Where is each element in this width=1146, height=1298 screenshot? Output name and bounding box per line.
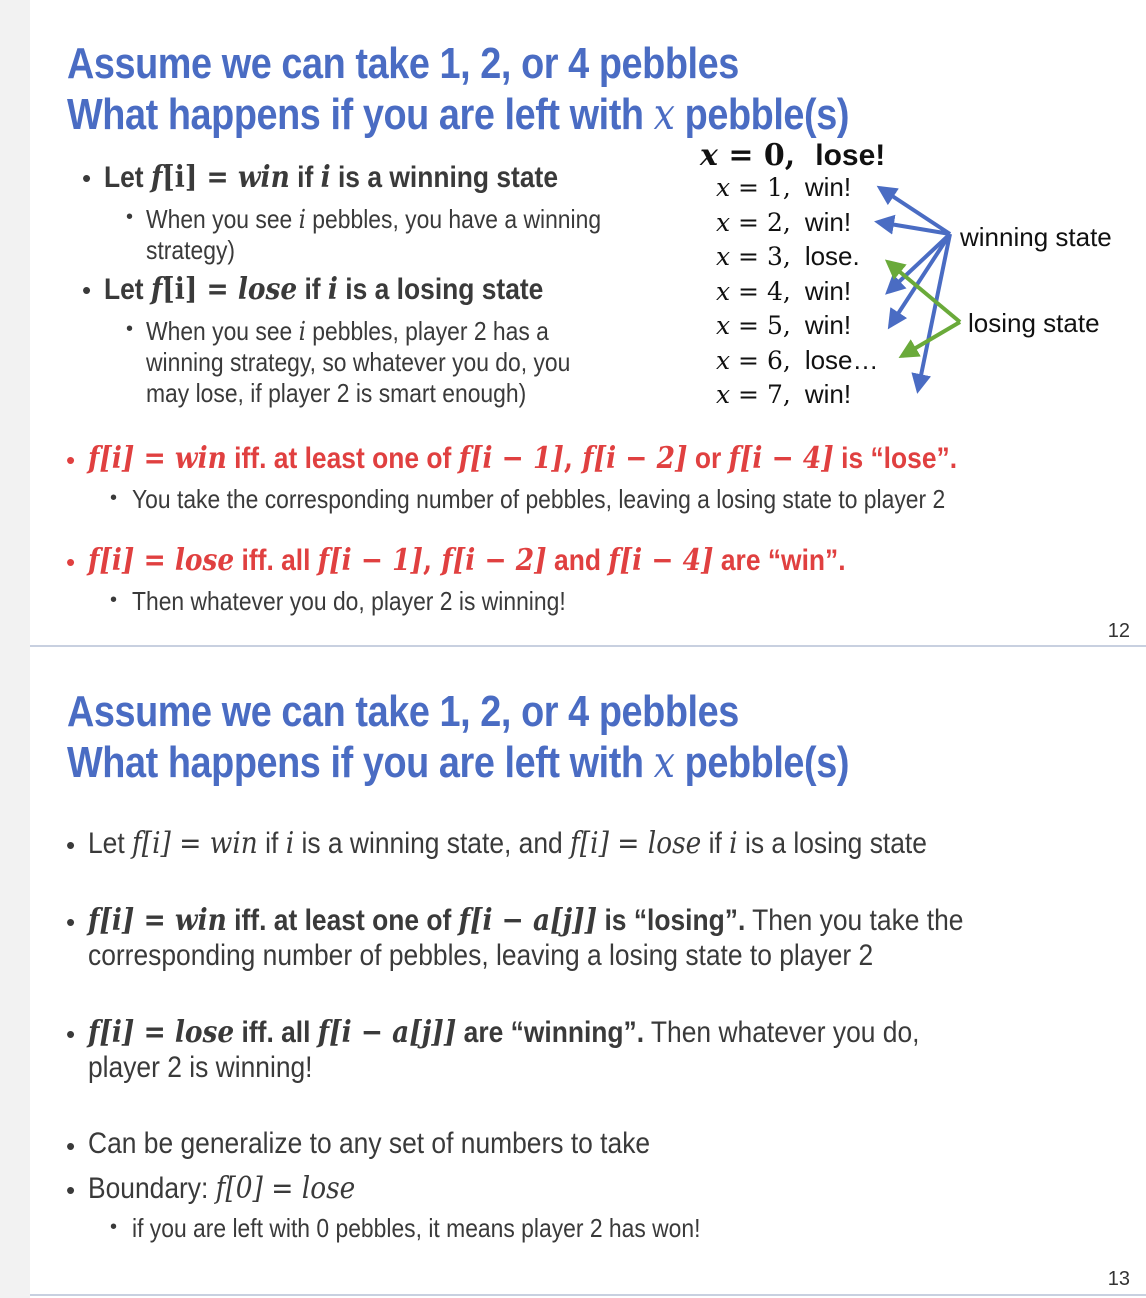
boundary-explanation: if you are left with 0 pebbles, it means player 2 has won! xyxy=(132,1213,701,1243)
general-win-condition-line2: corresponding number of pebbles, leaving a losing state to player 2 xyxy=(88,939,874,972)
bullet-dot: • xyxy=(66,1019,76,1049)
state-result: win! xyxy=(804,172,852,202)
bullet-dot: • xyxy=(82,163,92,193)
sub-bullet-dot: • xyxy=(110,487,118,509)
bullet-dot: • xyxy=(66,1131,76,1161)
slide-13 xyxy=(30,648,1146,1294)
state-var: x xyxy=(716,311,731,340)
bullet-win-definition: Let f[i] = win if i is a winning state xyxy=(104,160,559,195)
state-value: = 3, xyxy=(730,242,791,271)
state-var: x xyxy=(716,380,731,409)
slide-separator xyxy=(30,1294,1146,1296)
state-result: lose. xyxy=(804,241,860,271)
left-margin xyxy=(0,0,30,1298)
losing-state-label: losing state xyxy=(968,308,1100,338)
sub-win-line2: strategy) xyxy=(146,235,236,265)
sub-bullet-dot: • xyxy=(126,206,134,228)
state-var: x xyxy=(716,345,731,375)
state-var: x xyxy=(716,276,731,306)
state-result: win! xyxy=(804,206,852,237)
slide-12 xyxy=(30,0,1146,646)
state-var: x xyxy=(716,173,731,202)
definition-bullet: Let f[i] = win if i is a winning state, and f[i] = lose if i is a losing state xyxy=(88,826,927,861)
bullet-dot: • xyxy=(66,1175,76,1205)
state-value: = 4, xyxy=(730,276,791,306)
page-number: 12 xyxy=(1107,620,1130,642)
state-value: = 1, xyxy=(730,173,791,202)
lose-condition-explanation: Then whatever you do, player 2 is winning! xyxy=(132,586,566,616)
sub-lose-line2: winning strategy, so whatever you do, you xyxy=(146,347,571,377)
slide-title-line2: What happens if you are left with x pebble(s) xyxy=(67,737,849,788)
sub-bullet-dot: • xyxy=(110,589,118,611)
bullet-dot: • xyxy=(66,830,76,860)
state-value: = 2, xyxy=(730,207,791,237)
lose-condition: f[i] = lose iff. all f[i − 1], f[i − 2] and f[i − 4] are “win”. xyxy=(88,543,846,578)
bullet-dot: • xyxy=(82,275,92,305)
general-win-condition: f[i] = win iff. at least one of f[i − a[j]] is “losing”. Then you take the xyxy=(88,903,964,938)
state-row-0: x = 0, lose! xyxy=(700,138,886,173)
generalize-bullet: Can be generalize to any set of numbers to take xyxy=(88,1127,651,1160)
sub-lose-line1: When you see i pebbles, player 2 has a xyxy=(146,316,549,347)
winning-arrows xyxy=(878,188,950,390)
state-value: = 5, xyxy=(730,311,791,340)
sub-bullet-dot: • xyxy=(110,1216,118,1238)
slide-title-line1: Assume we can take 1, 2, or 4 pebbles xyxy=(67,39,739,88)
state-value: = 7, xyxy=(730,380,791,409)
sub-lose-line3: may lose, if player 2 is smart enough) xyxy=(146,378,527,408)
state-value: = 6, xyxy=(730,345,791,375)
sub-win-line1: When you see i pebbles, you have a winning xyxy=(146,204,602,235)
slide-title-line2: What happens if you are left with x pebble(s) xyxy=(67,89,849,140)
bullet-lose-definition: Let f[i] = lose if i is a losing state xyxy=(104,272,544,307)
state-result: win! xyxy=(804,310,852,340)
winning-state-label: winning state xyxy=(960,222,1112,252)
slide-title-line1: Assume we can take 1, 2, or 4 pebbles xyxy=(67,687,739,736)
bullet-dot: • xyxy=(66,445,76,475)
win-condition: f[i] = win iff. at least one of f[i − 1], f[i − 2] or f[i − 4] is “lose”. xyxy=(88,441,958,476)
bullet-dot: • xyxy=(66,547,76,577)
state-var: x xyxy=(716,207,731,237)
state-result: lose… xyxy=(804,344,879,375)
boundary-bullet: Boundary: f[0] = lose xyxy=(88,1171,356,1206)
state-var: x xyxy=(716,242,731,271)
general-lose-condition: f[i] = lose iff. all f[i − a[j]] are “winning”. Then whatever you do, xyxy=(88,1015,920,1050)
state-result: win! xyxy=(804,275,852,306)
page-number: 13 xyxy=(1107,1268,1130,1290)
state-result: win! xyxy=(804,379,852,409)
general-lose-condition-line2: player 2 is winning! xyxy=(88,1051,313,1084)
sub-bullet-dot: • xyxy=(126,318,134,340)
bullet-dot: • xyxy=(66,907,76,937)
slide-separator xyxy=(30,645,1146,647)
win-condition-explanation: You take the corresponding number of pebbles, leaving a losing state to player 2 xyxy=(132,484,946,514)
